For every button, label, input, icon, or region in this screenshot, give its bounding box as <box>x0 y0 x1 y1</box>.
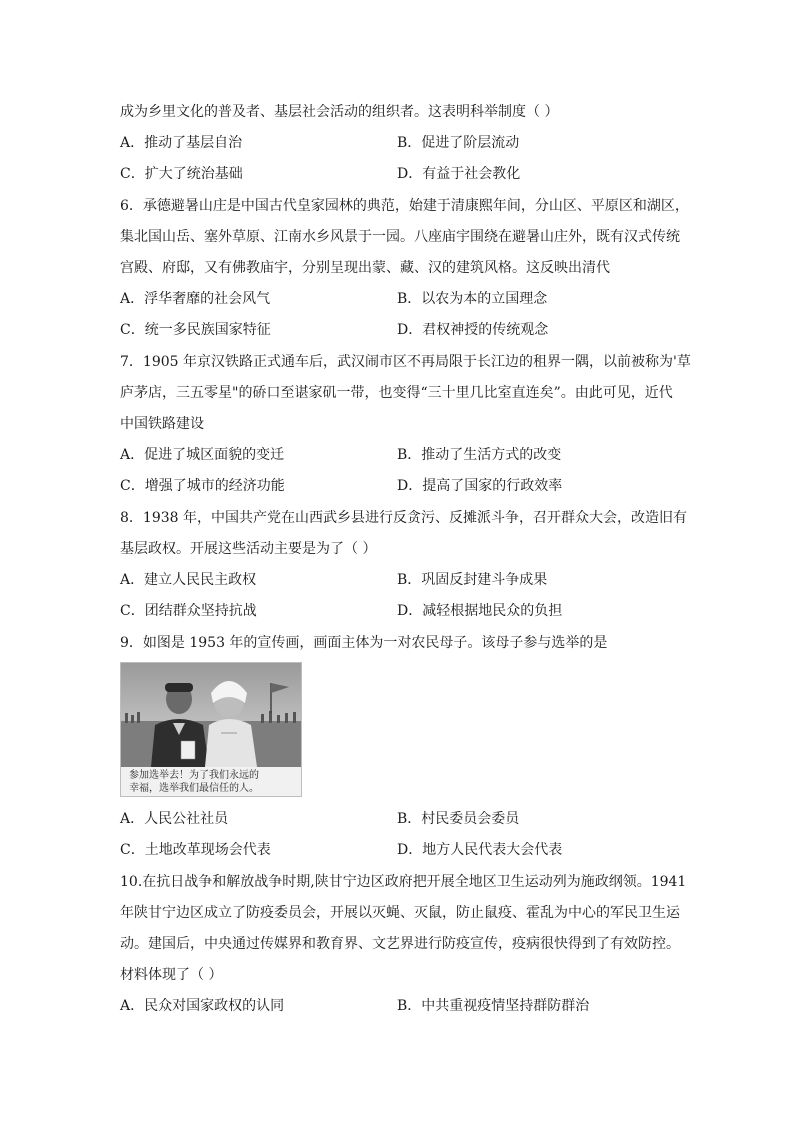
q7-stem-line1: 7．1905 年京汉铁路正式通车后，武汉闹市区不再局限于长江边的租界一隅，以前被称为'草 <box>120 354 691 370</box>
propaganda-poster-image <box>120 662 302 797</box>
q6-stem-line1: 6．承德避暑山庄是中国古代皇家园林的典范，始建于清康熙年间，分山区、平原区和湖区， <box>120 198 689 214</box>
q5-option-a[interactable]: A．推动了基层自治 <box>120 135 243 151</box>
poster-caption <box>129 769 297 795</box>
q10-stem-line3: 动。建国后，中央通过传媒界和教育界、文艺界进行防疫宣传，疫病很快得到了有效防控。 <box>120 936 680 952</box>
q6-option-c[interactable]: C．统一多民族国家特征 <box>120 322 271 338</box>
q8-stem-line1: 8．1938 年，中国共产党在山西武乡县进行反贪污、反摊派斗争，召开群众大会，改造旧有 <box>120 510 687 526</box>
q10-option-a[interactable]: A．民众对国家政权的认同 <box>120 998 285 1014</box>
q7-option-b[interactable]: B．推动了生活方式的改变 <box>397 447 562 463</box>
poster-caption-line2: 幸福，选举我们最信任的人。 <box>129 783 259 794</box>
q6-option-a[interactable]: A．浮华奢靡的社会风气 <box>120 291 271 307</box>
q8-option-b[interactable]: B．巩固反封建斗争成果 <box>397 572 548 588</box>
q9-option-b[interactable]: B．村民委员会委员 <box>397 811 520 827</box>
q5-stem-line1: 成为乡里文化的普及者、基层社会活动的组织者。这表明科举制度（ ） <box>120 104 559 120</box>
q5-option-b[interactable]: B．促进了阶层流动 <box>397 135 520 151</box>
q9-option-c[interactable]: C．土地改革现场会代表 <box>120 842 271 858</box>
poster-caption-line1: 参加选举去！为了我们永远的 <box>129 770 259 781</box>
q7-option-c[interactable]: C．增强了城市的经济功能 <box>120 478 285 494</box>
q8-stem-line2: 基层政权。开展这些活动主要是为了（ ） <box>120 541 377 557</box>
q10-stem-line1: 10.在抗日战争和解放战争时期,陕甘宁边区政府把开展全地区卫生运动列为施政纲领。1941 <box>120 874 687 890</box>
q5-option-d[interactable]: D．有益于社会教化 <box>397 166 521 182</box>
q6-option-b[interactable]: B．以农为本的立国理念 <box>397 291 548 307</box>
q10-stem-line4: 材料体现了（ ） <box>120 967 223 983</box>
q8-option-c[interactable]: C．团结群众坚持抗战 <box>120 603 257 619</box>
poster-illustration <box>121 663 301 767</box>
q6-option-d[interactable]: D．君权神授的传统观念 <box>397 322 549 338</box>
q7-stem-line2: 庐茅店，三五零星"的硚口至谌家矶一带，也变得“三十里几比室直连矣”。由此可见，近代 <box>120 385 673 401</box>
q8-option-a[interactable]: A．建立人民民主政权 <box>120 572 257 588</box>
q9-stem-line1: 9．如图是 1953 年的宣传画，画面主体为一对农民母子。该母子参与选举的是 <box>120 635 608 651</box>
q8-option-d[interactable]: D．减轻根据地民众的负担 <box>397 603 563 619</box>
q7-option-d[interactable]: D．提高了国家的行政效率 <box>397 478 563 494</box>
q9-option-d[interactable]: D．地方人民代表大会代表 <box>397 842 563 858</box>
q7-stem-line3: 中国铁路建设 <box>120 416 204 432</box>
q6-stem-line2: 集北国山岳、塞外草原、江南水乡风景于一园。八座庙宇围绕在避暑山庄外，既有汉式传统 <box>120 229 680 245</box>
q7-option-a[interactable]: A．促进了城区面貌的变迁 <box>120 447 285 463</box>
q10-stem-line2: 年陕甘宁边区成立了防疫委员会，开展以灭蝇、灭鼠，防止鼠疫、霍乱为中心的军民卫生运 <box>120 905 680 921</box>
q5-option-c[interactable]: C．扩大了统治基础 <box>120 166 243 182</box>
q9-option-a[interactable]: A．人民公社社员 <box>120 811 229 827</box>
q10-option-b[interactable]: B．中共重视疫情坚持群防群治 <box>397 998 590 1014</box>
q6-stem-line3: 宫殿、府邸，又有佛教庙宇，分别呈现出蒙、藏、汉的建筑风格。这反映出清代 <box>120 260 610 276</box>
